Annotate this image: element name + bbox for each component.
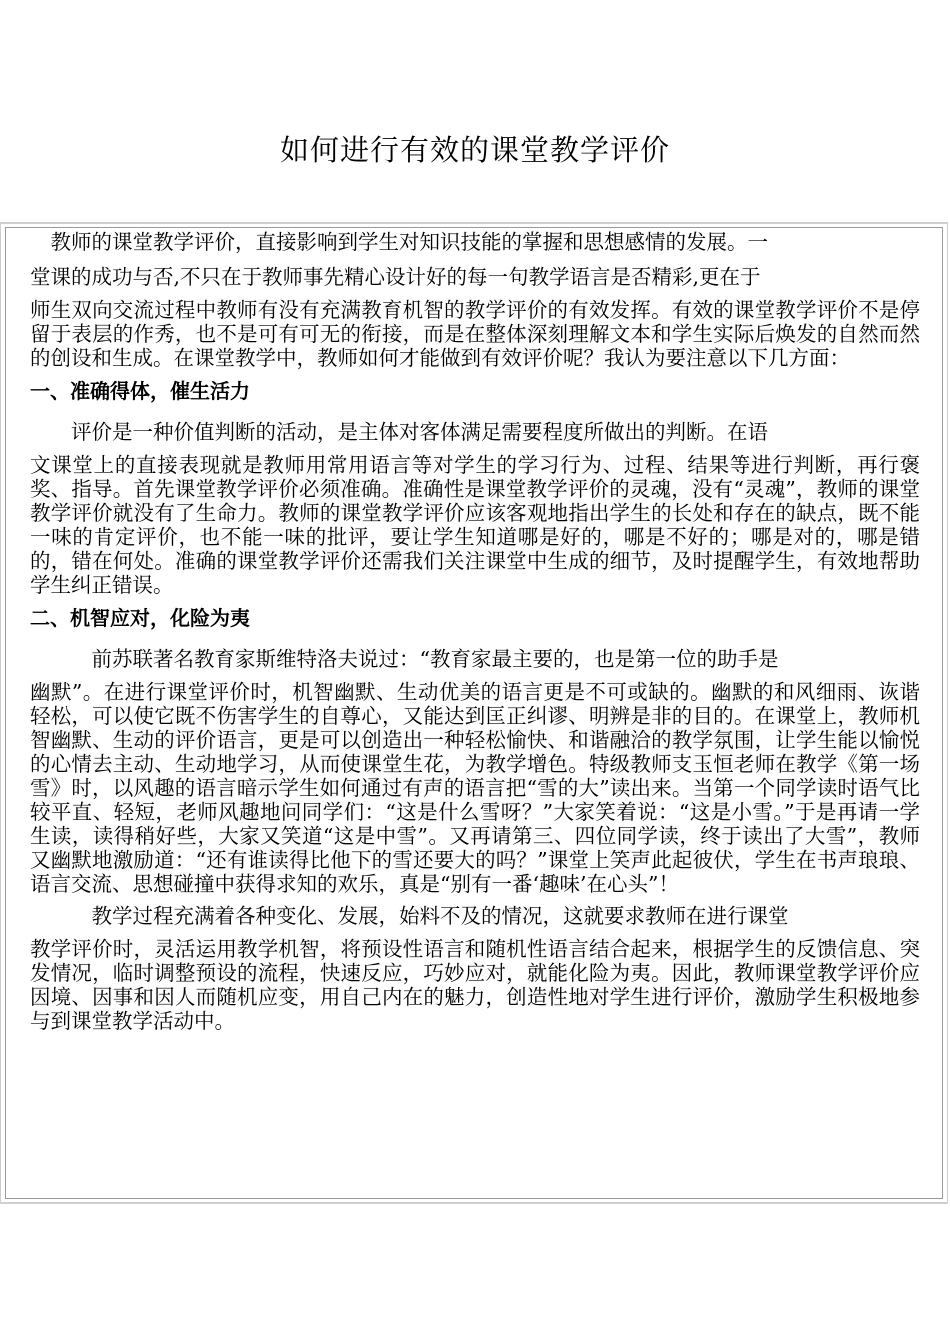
section-1-paragraph: 文课堂上的直接表现就是教师用常用语言等对学生的学习行为、过程、结果等进行判断，再行褒奖、指导。首先课堂教学评价必须准确。准确性是课堂教学评价的灵魂，没有“灵魂”，教师的课堂教学评价就没有了生命力。教师的课堂教学评价应该客观地指出学生的长处和存在的缺点，既不能一味的肯定评价，也不能一味的批评，要让学生知道哪是好的，哪是不好的；哪是对的，哪是错的，错在何处。准确的课堂教学评价还需我们关注课堂中生成的细节，及时提醒学生，有效地帮助学生纠正错误。	[30, 453, 920, 597]
section-2-heading: 二、机智应对，化险为夷	[30, 606, 250, 630]
section-2-p1-first-line: 前苏联著名教育家斯维特洛夫说过：“教育家最主要的，也是第一位的助手是	[30, 647, 779, 671]
section-2-p2-first-line: 教学过程充满着各种变化、发展，始料不及的情况，这就要求教师在进行课堂	[30, 904, 789, 928]
intro-paragraph: 师生双向交流过程中教师有没有充满教育机智的教学评价的有效发挥。有效的课堂教学评价不是停留于表层的作秀，也不是可有可无的衔接，而是在整体深刻理解文本和学生实际后焕发的自然而然的创设和生成。在课堂教学中，教师如何才能做到有效评价呢？我认为要注意以下几方面：	[30, 298, 920, 370]
section-2-paragraph-2: 教学评价时，灵活运用教学机智，将预设性语言和随机性语言结合起来，根据学生的反馈信息、突发情况，临时调整预设的流程，快速反应，巧妙应对，就能化险为夷。因此，教师课堂教学评价应因境、因事和因人而随机应变，用自己内在的魅力，创造性地对学生进行评价，激励学生积极地参与到课堂教学活动中。	[30, 937, 920, 1033]
intro-line-1: 教师的课堂教学评价，直接影响到学生对知识技能的掌握和思想感情的发展。一	[30, 230, 768, 254]
section-1-first-line: 评价是一种价值判断的活动，是主体对客体满足需要程度所做出的判断。在语	[30, 420, 768, 444]
section-1-heading: 一、准确得体，催生活力	[30, 379, 250, 403]
intro-line-2: 堂课的成功与否,不只在于教师事先精心设计好的每一句教学语言是否精彩,更在于	[30, 265, 761, 289]
document-body	[30, 228, 920, 1033]
section-2-paragraph-1: 幽默”。在进行课堂评价时，机智幽默、生动优美的语言更是不可或缺的。幽默的和风细雨、诙谐轻松，可以使它既不伤害学生的自尊心，又能达到匡正纠谬、明辨是非的目的。在课堂上，教师机智幽默、生动的评价语言，更是可以创造出一种轻松愉快、和谐融洽的教学氛围，让学生能以愉悦的心情去主动、生动地学习，从而使课堂生花，为教学增色。特级教师支玉恒老师在教学《第一场雪》时，以风趣的语言暗示学生如何通过有声的语言把“雪的大”读出来。当第一个同学读时语气比较平直、轻短，老师风趣地问同学们：“这是什么雪呀？”大家笑着说：“这是小雪。”于是再请一学生读，读得稍好些，大家又笑道“这是中雪”。又再请第三、四位同学读，终于读出了大雪”，教师又幽默地激励道：“还有谁读得比他下的雪还要大的吗？”课堂上笑声此起彼伏，学生在书声琅琅、语言交流、思想碰撞中获得求知的欢乐，真是“别有一番‘趣味’在心头”！	[30, 680, 920, 896]
page-title: 如何进行有效的课堂教学评价	[279, 133, 670, 167]
